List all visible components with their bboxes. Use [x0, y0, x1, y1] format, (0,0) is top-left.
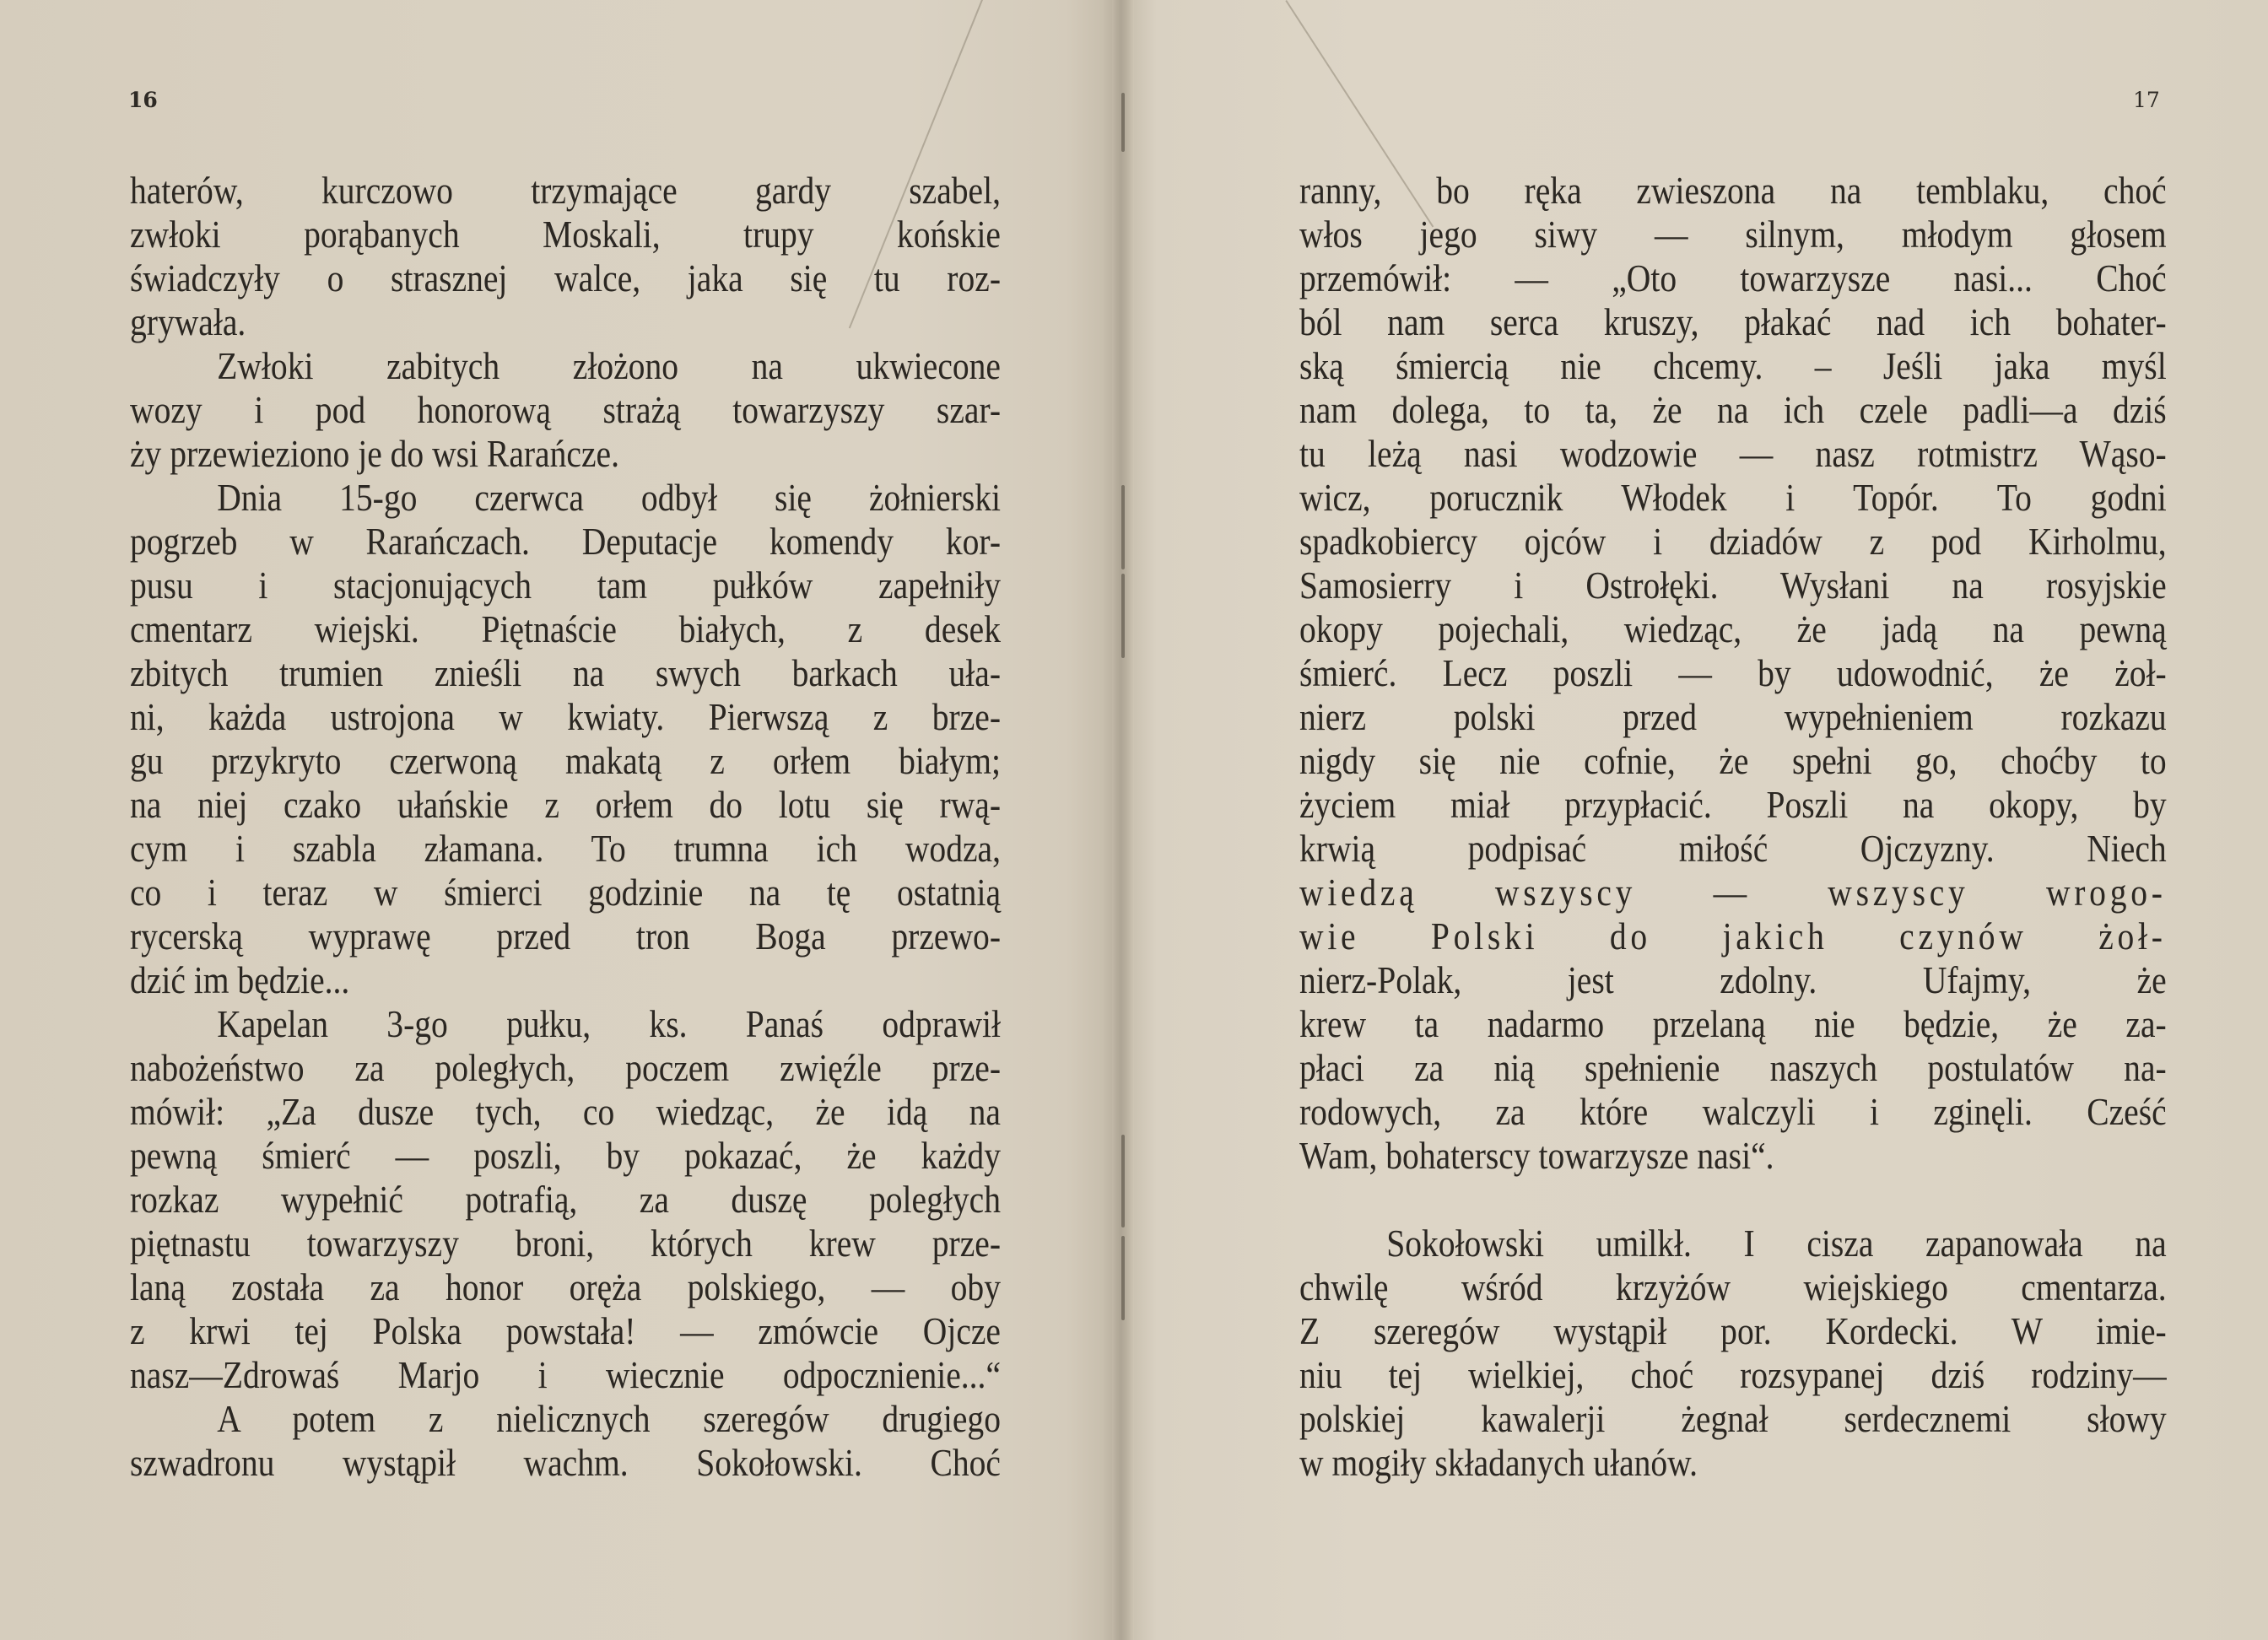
right-page-text: [1299, 169, 2167, 1485]
text-line: z krwi tej Polska powstała! — zmówcie Ojcze: [130, 1309, 1001, 1352]
text-line: Dnia 15-go czerwca odbył się żołnierski: [217, 476, 1001, 519]
text-line: nierz polski przed wypełnieniem rozkazu: [1299, 695, 2167, 738]
spine-stitch: [1121, 1236, 1125, 1320]
text-line: włos jego siwy — silnym, młodym głosem: [1299, 213, 2167, 256]
text-line: mówił: „Za dusze tych, co wiedząc, że idą na: [130, 1090, 1001, 1133]
text-line: nigdy się nie cofnie, że spełni go, choćby to: [1299, 739, 2167, 782]
text-line: nam dolega, to ta, że na ich czele padli—a dziś: [1299, 388, 2167, 431]
text-line: pusu i stacjonujących tam pułków zapełniły: [130, 564, 1001, 607]
text-line: rodowych, za które walczyli i zginęli. Cześć: [1299, 1090, 2167, 1133]
text-line: Sokołowski umilkł. I cisza zapanowała na: [1386, 1222, 2167, 1265]
spine-stitch: [1121, 93, 1125, 152]
text-line: płaci za nią spełnienie naszych postulatów na-: [1299, 1046, 2167, 1089]
spine-stitch: [1121, 1135, 1125, 1227]
text-line: ską śmiercią nie chcemy. – Jeśli jaka myśl: [1299, 344, 2167, 387]
left-page-text: [130, 169, 1001, 1485]
text-line: grywała.: [130, 300, 246, 343]
text-line: dzić im będzie...: [130, 958, 350, 1001]
text-line: Wam, bohaterscy towarzysze nasi“.: [1299, 1134, 1774, 1177]
text-line: szwadronu wystąpił wachm. Sokołowski. Choć: [130, 1441, 1001, 1484]
text-line: ży przewieziono je do wsi Rarańcze.: [130, 432, 619, 475]
text-line: ni, każda ustrojona w kwiaty. Pierwszą z brze-: [130, 695, 1001, 738]
text-line: Samosierry i Ostrołęki. Wysłani na rosyjskie: [1299, 564, 2167, 607]
text-line: w mogiły składanych ułanów.: [1299, 1441, 1698, 1484]
text-line: niu tej wielkiej, choć rozsypanej dziś rodziny—: [1299, 1353, 2167, 1396]
text-line: Z szeregów wystąpił por. Kordecki. W imie-: [1299, 1309, 2167, 1352]
page-number-left: 16: [128, 88, 158, 112]
text-line: przemówił: — „Oto towarzysze nasi... Choć: [1299, 256, 2167, 299]
text-line: zbitych trumien znieśli na swych barkach uła-: [130, 651, 1001, 694]
text-line: tu leżą nasi wodzowie — nasz rotmistrz Wąso-: [1299, 432, 2167, 475]
text-line: ranny, bo ręka zwieszona na temblaku, choć: [1299, 169, 2167, 212]
text-line: spadkobiercy ojców i dziadów z pod Kirholmu,: [1299, 520, 2167, 563]
text-line: chwilę wśród krzyżów wiejskiego cmentarza.: [1299, 1265, 2167, 1308]
text-line: zwłoki porąbanych Moskali, trupy końskie: [130, 213, 1001, 256]
spine-stitch: [1121, 574, 1125, 658]
text-line: rozkaz wypełnić potrafią, za duszę poległych: [130, 1178, 1001, 1221]
text-line: świadczyły o strasznej walce, jaka się tu roz-: [130, 256, 1001, 299]
text-line: wie Polski do jakich czynów żoł-: [1299, 914, 2167, 958]
text-line: Kapelan 3-go pułku, ks. Panaś odprawił: [217, 1002, 1001, 1045]
paragraph-gap: [1299, 1178, 2167, 1222]
text-line: nasz—Zdrowaś Marjo i wiecznie odpocznienie...“: [130, 1353, 1001, 1396]
text-line: co i teraz w śmierci godzinie na tę ostatnią: [130, 871, 1001, 914]
page-number-right: 17: [2133, 88, 2160, 112]
text-line: wiedzą wszyscy — wszyscy wrogo-: [1299, 871, 2167, 914]
text-line: Zwłoki zabitych złożono na ukwiecone: [217, 344, 1001, 387]
text-line: nabożeństwo za poległych, poczem zwięźle prze-: [130, 1046, 1001, 1089]
text-line: krwią podpisać miłość Ojczyzny. Niech: [1299, 827, 2167, 870]
spine-stitch: [1121, 485, 1125, 569]
text-line: pogrzeb w Rarańczach. Deputacje komendy kor-: [130, 520, 1001, 563]
text-line: polskiej kawalerji żegnał serdecznemi słowy: [1299, 1397, 2167, 1440]
text-line: rycerską wyprawę przed tron Boga przewo-: [130, 914, 1001, 958]
text-line: wicz, porucznik Włodek i Topór. To godni: [1299, 476, 2167, 519]
text-line: życiem miał przypłacić. Poszli na okopy, by: [1299, 783, 2167, 826]
text-line: okopy pojechali, wiedząc, że jadą na pewną: [1299, 607, 2167, 650]
text-line: A potem z nielicznych szeregów drugiego: [217, 1397, 1001, 1440]
text-line: cmentarz wiejski. Piętnaście białych, z desek: [130, 607, 1001, 650]
text-line: piętnastu towarzyszy broni, których krew prze-: [130, 1222, 1001, 1265]
text-line: śmierć. Lecz poszli — by udowodnić, że żoł-: [1299, 651, 2167, 694]
text-line: gu przykryto czerwoną makatą z orłem białym;: [130, 739, 1001, 782]
text-line: krew ta nadarmo przelaną nie będzie, że za-: [1299, 1002, 2167, 1045]
text-line: haterów, kurczowo trzymające gardy szabel,: [130, 169, 1001, 212]
text-line: laną została za honor oręża polskiego, — oby: [130, 1265, 1001, 1308]
text-line: pewną śmierć — poszli, by pokazać, że każdy: [130, 1134, 1001, 1177]
text-line: na niej czako ułańskie z orłem do lotu się rwą-: [130, 783, 1001, 826]
text-line: nierz-Polak, jest zdolny. Ufajmy, że: [1299, 958, 2167, 1001]
book-spine: [1112, 0, 1134, 1640]
text-line: cym i szabla złamana. To trumna ich wodza,: [130, 827, 1001, 870]
text-line: wozy i pod honorową strażą towarzyszy szar-: [130, 388, 1001, 431]
text-line: ból nam serca kruszy, płakać nad ich bohater-: [1299, 300, 2167, 343]
